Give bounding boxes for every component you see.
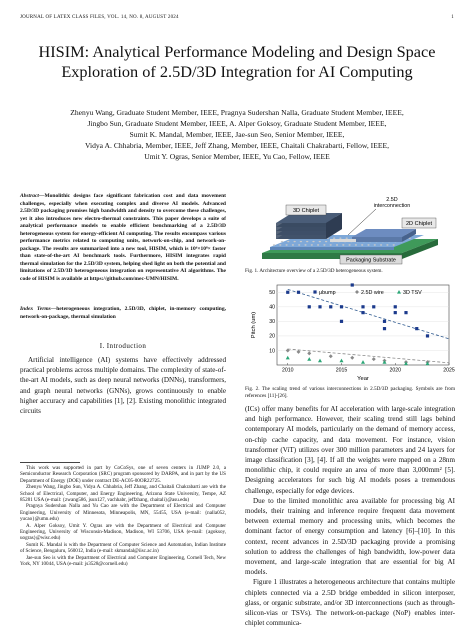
legend-entry: μbump bbox=[319, 290, 336, 296]
figure-1-caption: Fig. 1. Architecture overview of a 2.5D/3D heterogeneous system. bbox=[245, 268, 383, 274]
x-axis-label: Year bbox=[357, 376, 369, 382]
data-point bbox=[297, 291, 300, 294]
bump bbox=[273, 244, 275, 245]
index-terms bbox=[20, 306, 226, 321]
bump bbox=[333, 238, 335, 239]
data-point bbox=[394, 311, 397, 314]
data-point bbox=[351, 283, 354, 286]
author-line: Sumit K. Mandal, Member, IEEE, Jae-sun Seo, Senior Member, IEEE, bbox=[129, 130, 345, 140]
bump bbox=[306, 241, 308, 242]
bump bbox=[286, 244, 288, 245]
y-tick-label: 50 bbox=[269, 290, 275, 297]
bump bbox=[386, 244, 388, 245]
footnotes bbox=[20, 465, 226, 568]
intro-paragraph: Artificial intelligence (AI) systems have effectively addressed practical problems across multiple domains. The complexity of state-of-the-art AI models, such as deep neural networks (DNNs), transformers, and graph neural networks (GNNs), grows continuously to enable higher accuracy and capabilities [1], [2]. Existing monolithic integrated circuits bbox=[20, 356, 226, 416]
x-tick-label: 2025 bbox=[443, 367, 455, 374]
footnote: Pragnya Sudershan Nalla and Yu Cao are with the Department of Electrical and Computer Engineering, University of Minnesota, Minneapolis, MN, 55455, USA (e-mail: {nalla052, yucao}@umn.edu) bbox=[20, 503, 226, 523]
bump bbox=[294, 241, 296, 242]
data-point bbox=[383, 327, 386, 330]
bump bbox=[339, 238, 341, 239]
bump bbox=[323, 244, 325, 245]
footnote: A. Alper Goksoy, Umit Y. Ogras are with the Department of Electrical and Computer Engineering, University of Wisconsin-Madison, Madison, WI 53706, USA (e-mail: {agoksoy, uogras}@wisc.edu) bbox=[20, 522, 226, 542]
data-point bbox=[415, 327, 418, 330]
chiplet-2d-front bbox=[352, 237, 402, 242]
author-line: Zhenyu Wang, Graduate Student Member, IEEE, Pragnya Sudershan Nalla, Graduate Student Member, IEEE, bbox=[70, 108, 404, 117]
data-point bbox=[329, 305, 332, 308]
y-tick-label: 30 bbox=[269, 319, 275, 326]
abstract bbox=[20, 193, 226, 283]
bump bbox=[361, 244, 363, 245]
legend-entry: 3D TSV bbox=[403, 290, 422, 296]
data-point bbox=[286, 291, 289, 294]
y-tick-label: 40 bbox=[269, 304, 275, 311]
bump bbox=[319, 241, 321, 242]
data-point bbox=[340, 305, 343, 308]
abstract-text: —Monolithic designs face significant fabrication cost and data movement challenges, especially when executing complex and diverse AI models. Advanced 2.5D/3D packaging promises high bandwidth and density to overcome these challenges, yet it also introduces new electro-thermal constraints. This paper develops a suite of analytical performance models to enable efficient benchmarking of a 2.5D/3D heterogeneous system for energy-efficient AI computing. The results encompass various performance metrics related to computing units, network-on-chip, and network-on-package. The results are summarized into a new tool, HISIM, which is 10⁶×10⁸× faster than state-of-the-art AI benchmark tools. Furthermore, HISIM integrates rapid thermal simulation for the 2.5D/3D system, helping shed light on both the potential and limitations of 2.5D/3D heterogeneous integration on representative AI algorithms. The code of HISIM is available at https://github.com/mec-UMN/HISIM. bbox=[20, 193, 226, 282]
legend-entry: 2.5D wire bbox=[361, 290, 384, 296]
data-point bbox=[383, 320, 386, 323]
footnote: Sumit K. Mandal is with the Department of Computer Science and Automation, Indian Institute of Science, Bengaluru, 560012, India (e-mail: skmandal@iisc.ac.in) bbox=[20, 541, 226, 555]
interposer-front bbox=[270, 247, 394, 250]
index-terms-text: —heterogeneous integration, 2.5D/3D, chiplet, in-memory computing, network-on-package, thermal simulation bbox=[20, 306, 226, 320]
section-heading: I. Introduction bbox=[99, 342, 147, 350]
paragraph: Due to the limited monolithic area available for processing big AI models, their training and inference require frequent data movement between external memory and processing units, which becomes the dominant factor of energy consumption and latency [6]–[10]. In this context, recent advances in 2.5D/3D packaging provide a promising solution to address the challenges of high bandwidth, low-power data movement, and large-scale integration that are essential for big AI models. bbox=[245, 496, 455, 577]
data-point bbox=[361, 305, 364, 308]
bump bbox=[325, 241, 327, 242]
bump bbox=[393, 244, 395, 245]
x-tick-label: 2010 bbox=[281, 367, 294, 374]
figure-1-architecture bbox=[252, 195, 448, 265]
paper-title: HISIM: Analytical Performance Modeling and Design Space Exploration of 2.5D/3D Integration for AI Computing bbox=[38, 42, 436, 81]
data-point bbox=[340, 320, 343, 323]
bump bbox=[374, 244, 376, 245]
bump bbox=[380, 244, 382, 245]
bump bbox=[279, 244, 281, 245]
abstract-label: Abstract bbox=[20, 193, 39, 199]
label-interconnection: 2.5D interconnection bbox=[373, 197, 411, 209]
bump bbox=[349, 244, 351, 245]
data-point bbox=[372, 305, 375, 308]
bump bbox=[330, 244, 332, 245]
data-point bbox=[313, 290, 316, 293]
data-point bbox=[426, 334, 429, 337]
author-line: Umit Y. Ogras, Senior Member, IEEE, Yu Cao, Fellow, IEEE bbox=[144, 152, 330, 162]
page-number: 1 bbox=[451, 15, 454, 20]
author-list bbox=[20, 107, 454, 162]
bump bbox=[311, 244, 313, 245]
bump bbox=[355, 244, 357, 245]
label-3d-chiplet: 3D Chiplet bbox=[292, 208, 320, 214]
data-point bbox=[361, 311, 364, 314]
footnote-rule bbox=[20, 462, 80, 463]
bump bbox=[298, 244, 300, 245]
bump bbox=[287, 241, 289, 242]
bump bbox=[292, 244, 294, 245]
paragraph: (ICs) offer many benefits for AI acceleration with large-scale integration and high performance. However, their scaling trend still lags behind contemporary AI models, particularly on the demand of memory access, on-chip cache capacity, and data movement. For instance, vision transformer (ViT) utilizes over 300 million parameters and 24 layers for image classification [3], [4]. If all the weights were mapped on a 28nm monolithic chip, it could require an area of more than 3,000mm² [5]. Designing accelerators for such big AI models poses a tremendous challenge, especially for edge devices. bbox=[245, 405, 455, 495]
legend bbox=[313, 290, 422, 296]
author-line: Vidya A. Chhabria, Member, IEEE, Jeff Zhang, Member, IEEE, Chaitali Chakrabarti, Fellow, IEEE, bbox=[84, 141, 390, 151]
y-axis-label: Pitch (um) bbox=[251, 311, 257, 339]
bump bbox=[342, 244, 344, 245]
right-column-text bbox=[245, 404, 455, 628]
index-terms-label: Index Terms bbox=[20, 306, 51, 312]
y-tick-label: 20 bbox=[269, 333, 275, 340]
running-head bbox=[20, 15, 454, 20]
x-tick-label: 2020 bbox=[389, 367, 402, 374]
footnote: Jae-sun Seo is with the Department of Electrical and Computer Engineering, Cornell Tech, New York, NY 10044, USA (e-mail: js3528@cornell.edu) bbox=[20, 554, 226, 568]
author-line: Jingbo Sun, Graduate Student Member, IEEE, A. Alper Goksoy, Graduate Student Member, IEEE, bbox=[87, 119, 387, 129]
footnote: Zhenyu Wang, Jingbo Sun, Vidya A. Chhabria, Jeff Zhang, and Chaitali Chakrabarti are with the School of Electrical, Computer, and Energy Engineering, Arizona State University, Tempe, AZ 85281 USA (e-mail: {zwang586, jsun127, vachhabr, jeffzhang, chaitali}@asu.edu) bbox=[20, 484, 226, 504]
label-packaging-substrate: Packaging Substrate bbox=[346, 257, 396, 264]
bump bbox=[312, 241, 314, 242]
figure-2-caption: Fig. 2. The scaling trend of various interconnections in 2.5D/3D packaging. Symbols are from references [11]-[26]. bbox=[245, 386, 455, 399]
data-point bbox=[394, 305, 397, 308]
bump bbox=[336, 244, 338, 245]
data-point bbox=[318, 305, 321, 308]
bump bbox=[281, 241, 283, 242]
bump bbox=[300, 241, 302, 242]
plot-area bbox=[277, 285, 449, 365]
bump bbox=[346, 238, 348, 239]
bump bbox=[367, 244, 369, 245]
figure-2-chart bbox=[245, 279, 457, 385]
data-point bbox=[308, 305, 311, 308]
y-tick-label: 10 bbox=[269, 348, 275, 355]
label-2d-chiplet: 2D Chiplet bbox=[405, 221, 433, 227]
x-tick-label: 2015 bbox=[335, 367, 348, 374]
bump bbox=[317, 244, 319, 245]
paragraph: Figure 1 illustrates a heterogeneous architecture that contains multiple chiplets connected via a 2.5D bridge embedded in silicon interposer, glass, or organic substrate, and/or 3D interconnections (such as through-silicon-vias or TSVs). The network-on-package (NoP) enables inter-chiplet communica- bbox=[245, 578, 455, 628]
footnote: This work was supported in part by CoCoSys, one of seven centers in JUMP 2.0, a Semiconductor Research Corporation (SRC) program sponsored by DARPA, and in part by the US Department of Energy (DOE) under contract DE-AC05-00OR22725. bbox=[20, 465, 226, 484]
bridge-2-5d bbox=[330, 239, 356, 242]
bump bbox=[304, 244, 306, 245]
data-point bbox=[404, 311, 407, 314]
running-head-text: JOURNAL OF LATEX CLASS FILES, VOL. 14, NO. 8, AUGUST 2024 bbox=[20, 15, 179, 20]
chiplet-3d-front bbox=[276, 223, 326, 239]
